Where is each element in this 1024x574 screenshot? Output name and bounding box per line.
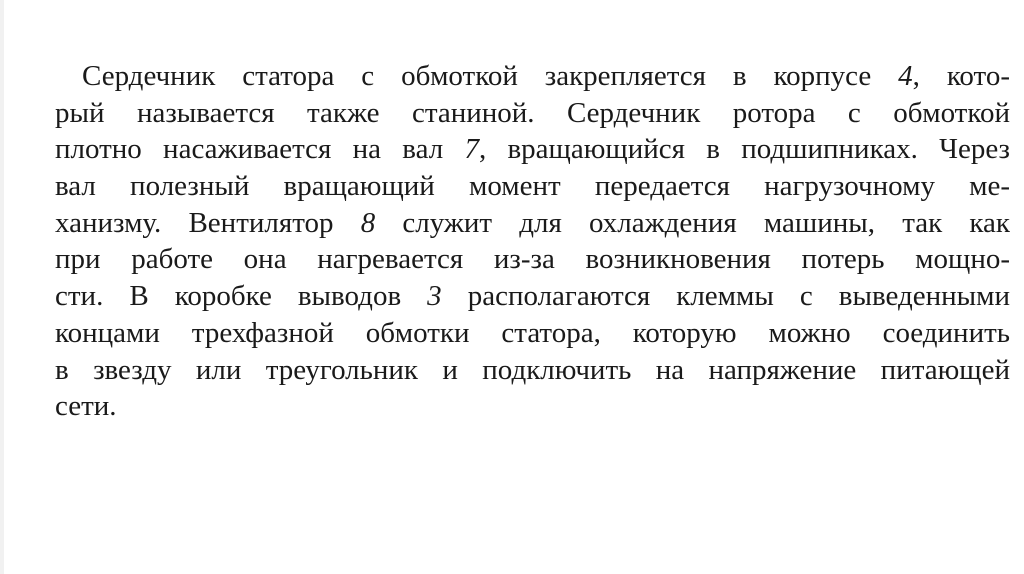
line-text: , кото- bbox=[912, 60, 1011, 92]
paragraph-line bbox=[55, 278, 1010, 315]
line-text: служит для охлаждения машины, так как bbox=[375, 206, 1010, 239]
figure-ref: 3 bbox=[427, 280, 442, 313]
paragraph-line bbox=[55, 388, 1010, 425]
paragraph-line bbox=[55, 58, 1010, 95]
figure-ref: 4 bbox=[898, 60, 913, 92]
paragraph-line bbox=[55, 352, 1010, 389]
figure-ref: 8 bbox=[360, 206, 376, 239]
line-text: вал полезный вращающий момент передается нагрузочному ме- bbox=[55, 170, 1010, 203]
paragraph-line bbox=[55, 241, 1010, 278]
line-text: сети. bbox=[55, 390, 117, 423]
line-text: в звезду или треугольник и подключить на напряжение питающей bbox=[55, 353, 1010, 386]
paragraph-line bbox=[55, 205, 1010, 242]
paragraph-line bbox=[55, 315, 1010, 352]
line-text: Сердечник статора с обмоткой закрепляется в корпусе bbox=[82, 60, 899, 92]
line-text: , вращающийся в подшипниках. Через bbox=[478, 133, 1010, 166]
line-text: располагаются клеммы с выведенными bbox=[441, 280, 1010, 313]
figure-ref: 7 bbox=[464, 133, 479, 166]
line-text: ханизму. Вентилятор bbox=[55, 206, 361, 239]
line-text: сти. В коробке выводов bbox=[55, 280, 428, 313]
paragraph-line bbox=[55, 95, 1010, 132]
line-text: рый называется также станиной. Сердечник ротора с обмоткой bbox=[55, 96, 1010, 129]
left-edge-divider bbox=[0, 0, 4, 574]
body-paragraph bbox=[55, 58, 1010, 425]
paragraph-line bbox=[55, 131, 1010, 168]
line-text: при работе она нагревается из-за возникновения потерь мощно- bbox=[55, 243, 1010, 276]
paragraph-line bbox=[55, 168, 1010, 205]
line-text: плотно насаживается на вал bbox=[55, 133, 465, 166]
line-text: концами трехфазной обмотки статора, которую можно соединить bbox=[55, 316, 1010, 349]
